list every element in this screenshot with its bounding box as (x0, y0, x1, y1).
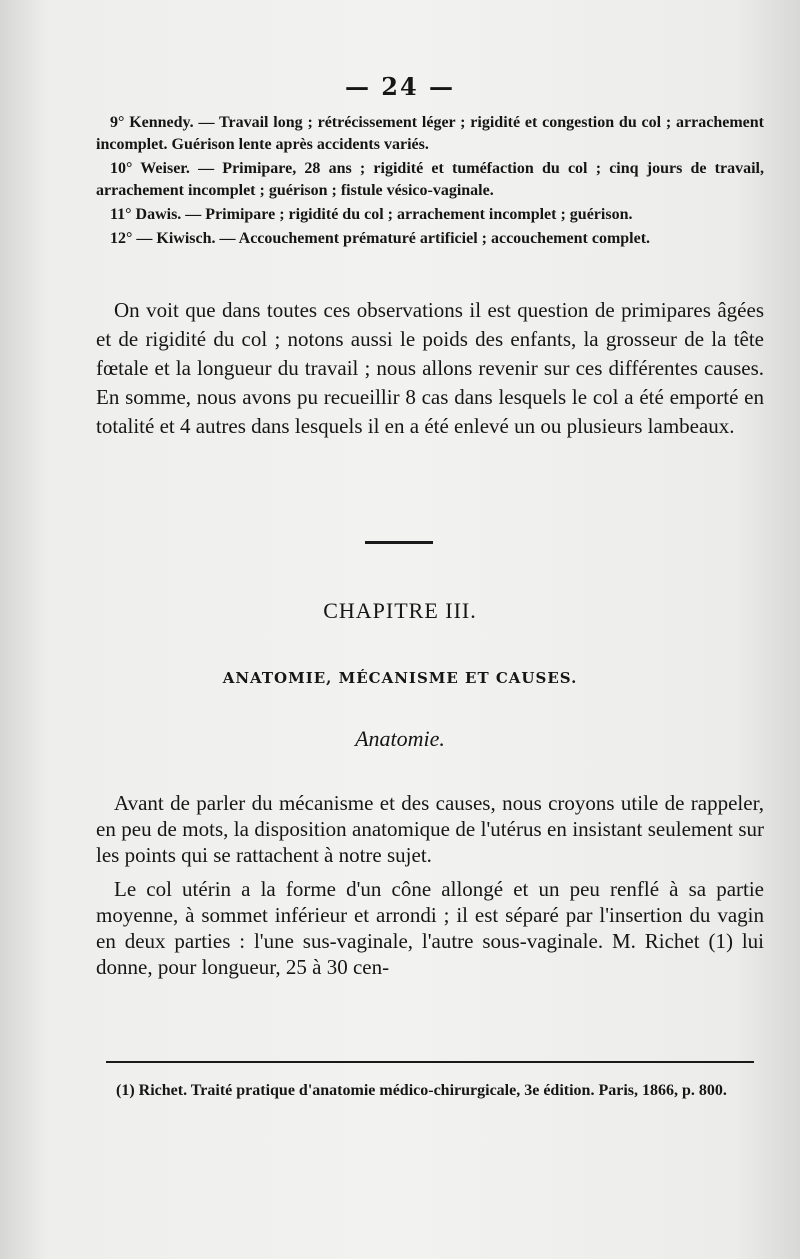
chapter-subtitle: ANATOMIE, MÉCANISME ET CAUSES. (222, 669, 578, 687)
observation-item: 12° — Kiwisch. — Accouchement prématuré artificiel ; accouchement complet. (110, 230, 651, 247)
paragraph: Avant de parler du mécanisme et des causes, nous croyons utile de rappeler, en peu de mots, la disposition anatomique de l'utérus en insistant seulement sur les points qui se rattachent à notre sujet. (96, 791, 764, 867)
footnote-text: (1) Richet. Traité pratique d'anatomie médico-chirurgicale, 3e édition. Paris, 1866, p. 800. (116, 1082, 727, 1099)
body-text-1 (96, 296, 764, 441)
observation-list (96, 112, 764, 252)
section-divider (365, 541, 433, 544)
chapter-title: CHAPITRE III. (323, 598, 477, 623)
footnote-divider (106, 1061, 754, 1063)
observation-item: 9° Kennedy. — Travail long ; rétrécissement léger ; rigidité et congestion du col ; arrachement incomplet. Guérison lente après accidents variés. (96, 114, 764, 153)
body-text-2 (96, 790, 764, 988)
page-number: — 24 — (344, 72, 456, 101)
observation-item: 10° Weiser. — Primipare, 28 ans ; rigidité et tuméfaction du col ; cinq jours de travail, arrachement incomplet ; guérison ; fistule vésico-vaginale. (96, 160, 764, 199)
section-title: Anatomie. (355, 726, 445, 751)
paragraph: Le col utérin a la forme d'un cône allongé et un peu renflé à sa partie moyenne, à sommet inférieur et arrondi ; il est séparé par l'insertion du vagin en deux parties : l'une sus-vaginale, l'autre sous-vaginale. M. Richet (1) lui donne, pour longueur, 25 à 30 cen- (96, 877, 764, 979)
observation-item: 11° Dawis. — Primipare ; rigidité du col ; arrachement incomplet ; guérison. (110, 206, 633, 223)
footnote (96, 1080, 764, 1102)
paragraph: On voit que dans toutes ces observations il est question de primipares âgées et de rigidité du col ; notons aussi le poids des enfants, la grosseur de la tête fœtale et la longueur du travail ; nous allons revenir sur ces différentes causes. En somme, nous avons pu recueillir 8 cas dans lesquels le col a été emporté en totalité et 4 autres dans lesquels il en a été enlevé un ou plusieurs lambeaux. (96, 298, 764, 438)
